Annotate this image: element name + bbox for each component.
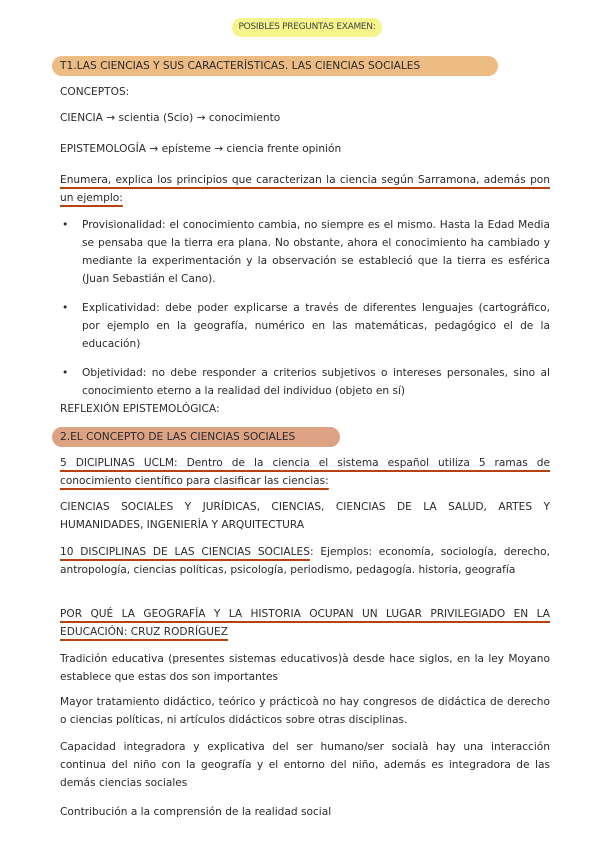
list-item-text: Explicatividad: debe poder explicarse a través de diferentes lenguajes (cartográfico, por ejemplo en la geografía, numérico en las matemáticas, pedagógico el de la educación) [82,302,550,350]
paragraph-contribucion: Contribución a la comprensión de la realidad social [60,806,332,818]
conceptos-label: CONCEPTOS: [60,86,130,98]
underlined-text: 5 DICIPLINAS UCLM: Dentro de la ciencia el sistema español utiliza 5 ramas de conocimiento científico para clasificar las ciencias: [60,457,550,487]
underlined-text: POR QUÉ LA GEOGRAFÍA Y LA HISTORIA OCUPAN UN LUGAR PRIVILEGIADO EN LA EDUCACIÓN: CRUZ RODRÍGUEZ [60,608,550,638]
principles-list [60,216,550,400]
paragraph-capacidad: Capacidad integradora y explicativa del ser humano/ser socialà hay una interacción continua del niño con la geografía y el entorno del niño, además es integradora de las demás ciencias sociales [60,741,550,789]
paragraph-ramas: CIENCIAS SOCIALES Y JURÍDICAS, CIENCIAS, CIENCIAS DE LA SALUD, ARTES Y HUMANIDADES, INGENIERÍA Y ARQUITECTURA [60,501,550,531]
list-item-text: Objetividad: no debe responder a criterios subjetivos o intereses personales, sino al conocimiento eterno a la realidad del individuo (objeto en sí) [82,367,550,397]
section-2-heading: 2.EL CONCEPTO DE LAS CIENCIAS SOCIALES [52,427,340,447]
paragraph-text: : Ejemplos: economía, sociología, derecho, antropología, ciencias políticas, psicología, periodismo, pedagogía. historia, geografía [60,546,550,576]
bullet-icon: • [62,367,69,379]
section-1-heading: T1.LAS CIENCIAS Y SUS CARACTERÍSTICAS. LAS CIENCIAS SOCIALES [52,56,498,76]
paragraph-tradicion: Tradición educativa (presentes sistemas educativos)à desde hace siglos, en la ley Moyano establece que estas dos son importantes [60,653,550,683]
question-sarramona [60,171,550,207]
list-item-text: Provisionalidad: el conocimiento cambia, no siempre es el mismo. Hasta la Edad Media se pensaba que la tierra era plana. No obstante, ahora el conocimiento ha cambiado y mediante la experimentación y la observación se estableció que la tierra es esférica (Juan Sebastián el Cano). [82,219,550,285]
ciencia-line: CIENCIA → scientia (Scio) → conocimiento [60,112,281,124]
bullet-icon: • [62,219,69,231]
document-title: POSIBLES PREGUNTAS EXAMEN: [232,18,382,37]
paragraph-tratamiento: Mayor tratamiento didáctico, teórico y prácticoà no hay congresos de didáctica de derecho o ciencias políticas, ni artículos didácticos sobre otras disciplinas. [60,696,550,726]
list-item [60,216,550,288]
paragraph-10-disciplinas [60,543,550,579]
bullet-icon: • [62,302,69,314]
paragraph-disciplinas-uclm [60,454,550,490]
epistemologia-line: EPISTEMOLOGÍA → epísteme → ciencia frente opinión [60,143,342,155]
paragraph-cruz-rodriguez [60,605,550,641]
question-text: Enumera, explica los principios que caracterizan la ciencia según Sarramona, además pon un ejemplo: [60,174,550,204]
underlined-text: 10 DISCIPLINAS DE LAS CIENCIAS SOCIALES [60,546,310,558]
reflexion-label: REFLEXIÓN EPISTEMOLÓGICA: [60,403,220,415]
list-item [60,299,550,353]
list-item [60,364,550,400]
